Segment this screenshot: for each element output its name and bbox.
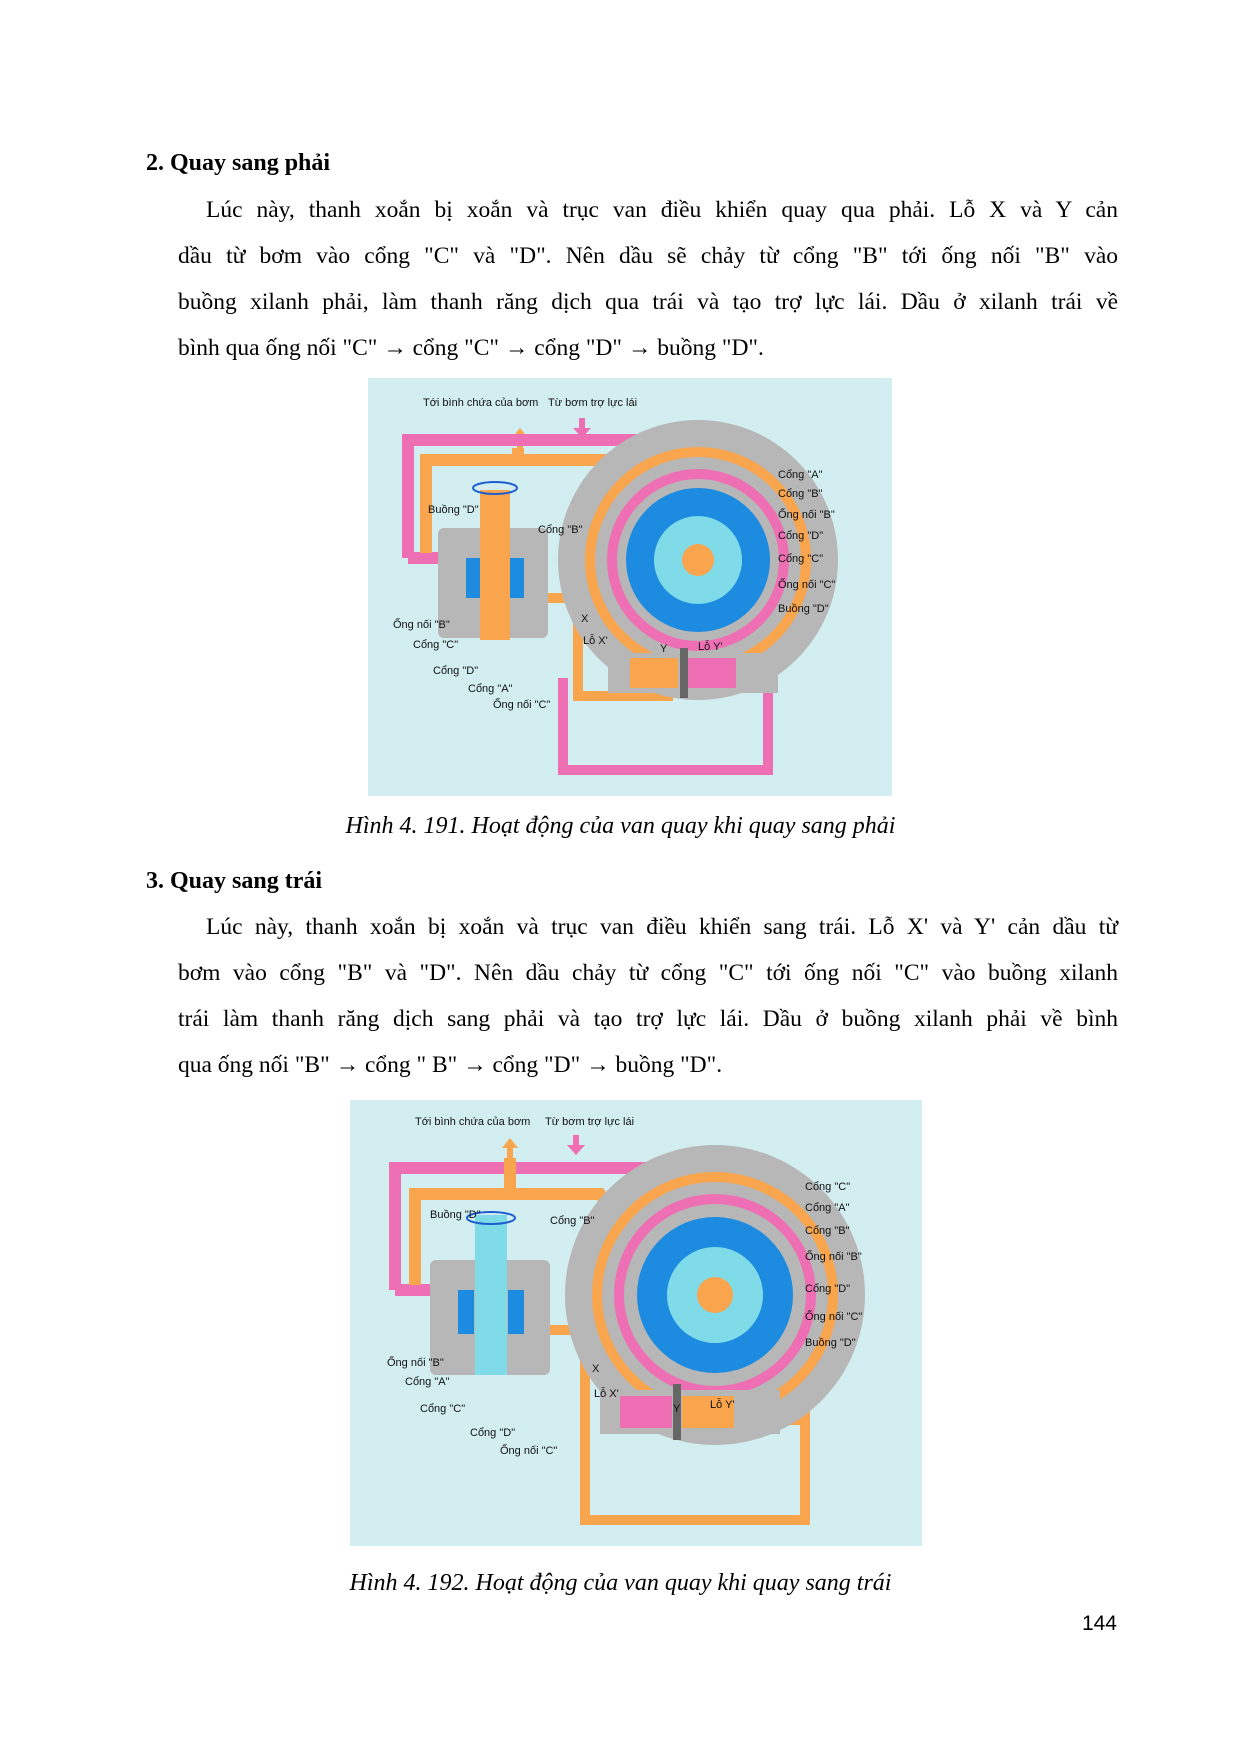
section-3-paragraph: [178, 904, 1118, 1088]
valve-shaft: [475, 1215, 507, 1375]
label-pipe-c: Ống nối "C": [493, 699, 551, 711]
label-chamber-d: Buồng "D": [428, 504, 479, 516]
paragraph-line: dầu từ bơm vào cổng "C" và "D". Nên dầu sẽ chảy từ cổng "B" tới ống nối "B" vào: [178, 243, 1118, 269]
valve-shaft: [480, 490, 510, 640]
label-port-a: Cổng "A": [468, 683, 513, 695]
rotor-hub: [697, 1277, 733, 1313]
label-right-2: Cổng "A": [805, 1202, 850, 1214]
section-3-heading: 3. Quay sang trái: [146, 868, 323, 894]
figure-191-rotary-valve-right: [368, 378, 892, 796]
label-right-3: Cổng "B": [805, 1225, 850, 1237]
label-right-7: Buồng "D": [805, 1337, 856, 1349]
rotor-hub: [682, 544, 714, 576]
cylinder-chamber-left: [620, 1396, 672, 1428]
cylinder-chamber-right: [688, 658, 736, 688]
label-from-pump: Từ bơm trợ lực lái: [548, 397, 638, 409]
cylinder-chamber-left: [630, 658, 678, 688]
label-port-b: Cổng "B": [550, 1215, 595, 1227]
figure-191-caption: Hình 4. 191. Hoạt động của van quay khi quay sang phải: [345, 813, 896, 839]
label-right-2: Cổng "B": [778, 488, 823, 500]
label-hole-x: Lỗ X': [594, 1388, 619, 1400]
label-hole-y: Lỗ Y': [698, 641, 723, 653]
label-port-d: Cổng "D": [433, 665, 479, 677]
label-right-4: Cổng "D": [778, 530, 824, 542]
label-right-1: Cổng "A": [778, 469, 823, 481]
label-right-6: Ống nối "C": [778, 579, 836, 591]
label-pipe-c: Ống nối "C": [500, 1445, 558, 1457]
section-2-paragraph: [178, 187, 1118, 371]
label-hole-y: Lỗ Y': [710, 1399, 735, 1411]
figure-191-diagram: [368, 378, 892, 796]
label-chamber-d: Buồng "D": [430, 1209, 481, 1221]
label-right-5: Cổng "C": [778, 553, 824, 565]
label-right-3: Ống nối "B": [778, 509, 835, 521]
paragraph-line: buồng xilanh phải, làm thanh răng dịch qua trái và tạo trợ lực lái. Dầu ở xilanh trái về: [178, 289, 1118, 315]
figure-192-caption: Hình 4. 192. Hoạt động của van quay khi quay sang trái: [349, 1570, 892, 1596]
label-port-b: Cổng "B": [538, 524, 583, 536]
label-pipe-b: Ống nối "B": [387, 1357, 444, 1369]
label-right-1: Cổng "C": [805, 1181, 851, 1193]
label-x: X: [581, 613, 589, 625]
label-x: X: [592, 1363, 600, 1375]
figure-192-rotary-valve-left: [350, 1100, 922, 1546]
label-hole-x: Lỗ X': [583, 635, 608, 647]
label-y: Y: [673, 1403, 681, 1415]
label-y: Y: [660, 643, 668, 655]
paragraph-line: bình qua ống nối "C" → cổng "C" → cổng "D" → buồng "D".: [178, 335, 764, 361]
label-port-c: Cổng "C": [420, 1403, 466, 1415]
label-right-5: Cổng "D": [805, 1283, 851, 1295]
valve-seal: [458, 1290, 474, 1334]
label-port-a: Cổng "A": [405, 1376, 450, 1388]
figure-192-diagram: [350, 1100, 922, 1546]
paragraph-line: qua ống nối "B" → cổng " B" → cổng "D" → buồng "D".: [178, 1052, 723, 1078]
valve-seal: [508, 1290, 524, 1334]
label-port-d: Cổng "D": [470, 1427, 516, 1439]
label-right-4: Ống nối "B": [805, 1251, 862, 1263]
paragraph-line: trái làm thanh răng dịch sang phải và tạo trợ lực lái. Dầu ở buồng xilanh phải về bình: [178, 1006, 1118, 1032]
label-port-c: Cổng "C": [413, 639, 459, 651]
page-number: 144: [1081, 1612, 1117, 1635]
paragraph-line: bơm vào cổng "B" và "D". Nên dầu chảy từ cổng "C" tới ống nối "C" vào buồng xilanh: [178, 960, 1118, 986]
paragraph-line: Lúc này, thanh xoắn bị xoắn và trục van điều khiển quay qua phải. Lỗ X và Y cản: [206, 197, 1118, 223]
piston: [680, 648, 688, 698]
label-pipe-b: Ống nối "B": [393, 619, 450, 631]
label-right-6: Ống nối "C": [805, 1311, 863, 1323]
section-2-heading: 2. Quay sang phải: [146, 150, 331, 176]
label-right-7: Buồng "D": [778, 603, 829, 615]
paragraph-line: Lúc này, thanh xoắn bị xoắn và trục van điều khiển sang trái. Lỗ X' và Y' cản dầu từ: [206, 914, 1118, 940]
valve-seal: [466, 558, 480, 598]
valve-seal: [510, 558, 524, 598]
label-to-reservoir: Tới bình chứa của bơm: [423, 397, 539, 409]
label-from-pump: Từ bơm trợ lực lái: [545, 1116, 635, 1128]
label-to-reservoir: Tới bình chứa của bơm: [415, 1116, 531, 1128]
